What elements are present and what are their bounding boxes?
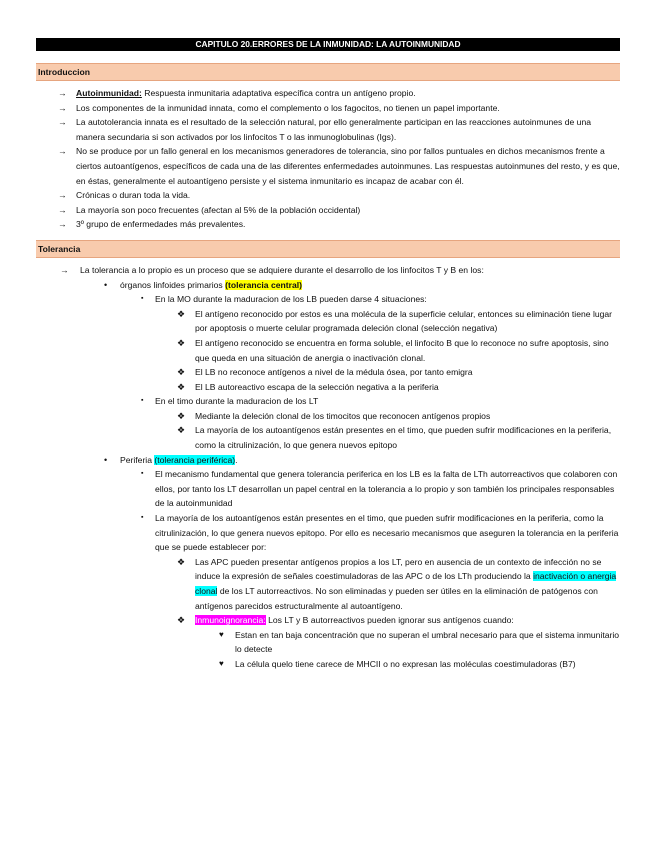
mo-situation-item: [36, 365, 620, 380]
diamond-icon: ❖: [177, 425, 186, 436]
condition-item: [36, 628, 620, 657]
mo-item: [36, 292, 620, 394]
document-page: [36, 38, 620, 672]
intro-item: [36, 203, 620, 218]
dot-icon: •: [104, 279, 108, 290]
tolerancia-intro-item: [36, 263, 620, 672]
apc-text-after: de los LT autorreactivos. No son eliminadas y pueden ser útiles en la eliminación de patógenos con antígenos parecidos estructuralmente al autoantígeno.: [195, 586, 598, 611]
intro-item-text: 3º grupo de enfermedades más prevalentes.: [76, 219, 246, 230]
mo-situation-item: [36, 336, 620, 365]
arrow-icon: →: [58, 204, 67, 215]
mayoria-item: [36, 511, 620, 672]
intro-item: [36, 188, 620, 203]
timo-list-text: Mediante la deleción clonal de los timocitos que reconocen antígenos propios: [195, 410, 491, 421]
highlight-tolerancia-central: (tolerancia central): [225, 279, 302, 290]
central-text: órganos linfoides primarios: [120, 279, 226, 290]
mo-situation-text: El LB autoreactivo escapa de la selección negativa a la periferia: [195, 381, 439, 392]
timo-list: [155, 409, 620, 453]
chapter-title: CAPITULO 20.ERRORES DE LA INMUNIDAD: LA AUTOINMUNIDAD: [36, 38, 620, 51]
diamond-icon: ❖: [177, 367, 186, 378]
mo-situations: [155, 307, 620, 395]
intro-item: [36, 217, 620, 232]
timo-list-text: La mayoría de los autoantígenos están presentes en el timo, que pueden sufrir modificaciones en la periferia, como la citrulinización, lo que genera nuevos epitopo: [195, 425, 612, 451]
square-icon: ▪: [141, 397, 144, 405]
arrow-icon: →: [60, 264, 69, 275]
condition-text: La célula quelo tiene carece de MHCII o no expresan las moléculas coestimuladoras (B7): [235, 658, 576, 669]
intro-item: [36, 86, 620, 101]
heart-icon: ♥: [219, 629, 224, 639]
mo-text: En la MO durante la maduracion de los LB pueden darse 4 situaciones:: [155, 294, 427, 305]
diamond-icon: ❖: [177, 308, 186, 319]
periferia-after: .: [235, 454, 238, 465]
timo-item: [36, 394, 620, 452]
mo-situation-text: El antígeno reconocido por estos es una molécula de la superficie celular, entonces su eliminación tiene lugar por apoptosis o muerte celular programada deleción clonal (selección negativa): [195, 308, 613, 334]
mayoria-text: La mayoría de los autoantígenos están presentes en el timo, que pueden sufrir modificaciones en la periferia, como la citrulinización, lo que genera nuevos epitopo. Por ello es necesario mecanismos que aseguren la tolerancia en la periferia que se puede establecer por:: [155, 513, 619, 553]
apc-item: [36, 555, 620, 613]
diamond-icon: ❖: [177, 556, 186, 567]
arrow-icon: →: [58, 146, 67, 157]
periferia-item: [36, 453, 620, 672]
arrow-icon: →: [58, 219, 67, 230]
diamond-icon: ❖: [177, 615, 186, 626]
intro-item-text: Crónicas o duran toda la vida.: [76, 190, 191, 201]
arrow-icon: →: [58, 88, 67, 98]
intro-list: [36, 86, 620, 232]
square-icon: ▪: [141, 295, 144, 303]
highlight-inmunoignorancia: Inmunoignorancia:: [195, 615, 266, 626]
periferia-mechanisms: [155, 555, 620, 672]
square-icon: ▪: [141, 470, 144, 478]
intro-item: [36, 144, 620, 188]
tolerancia-list: [36, 263, 620, 672]
periferia-list: [120, 467, 620, 671]
mecanismo-text: El mecanismo fundamental que genera tolerancia periferica en los LB es la falta de LTh autorreactivos que colaboren con ellos, por tanto los LT desarrollan un papel central en la tolerancia a lo propio y son también los principales responsables de la autoinmunidad: [155, 469, 618, 509]
tolerancia-intro-text: La tolerancia a lo propio es un proceso que se adquiere durante el desarrollo de los linfocitos T y B en los:: [80, 264, 484, 275]
mo-situation-item: [36, 380, 620, 395]
apc-text-before: Las APC pueden presentar antígenos propios a los LT, pero en ausencia de un contexto de infección no se induce la expresión de señales coestimuladoras de las APC o de los LTh produciendo la: [195, 556, 602, 582]
condition-item: [36, 657, 620, 672]
dot-icon: •: [104, 454, 108, 465]
section-heading-tolerancia: Tolerancia: [36, 240, 620, 258]
intro-item: [36, 115, 620, 144]
central-list: [120, 292, 620, 453]
intro-item-text: No se produce por un fallo general en los mecanismos generadores de tolerancia, sino por fallos puntuales en dichos mecanismos frente a ciertos autoantígenos, específicos de cada una de las diferentes enfermedades autoinmunes. Las respuestas autoinmunes del resto, y es que, en éstas, generalmente el autoantígeno persiste y el sistema inmunitario es incapaz de acabar con él.: [76, 146, 620, 186]
arrow-icon: →: [58, 102, 67, 113]
arrow-icon: →: [58, 190, 67, 201]
mo-situation-text: El antígeno reconocido se encuentra en forma soluble, el linfocito B que lo reconoce no sufre apoptosis, sino que queda en una situación de anergia o inactivación clonal.: [195, 337, 609, 363]
diamond-icon: ❖: [177, 337, 186, 348]
intro-item-text: La autotolerancia innata es el resultado de la selección natural, por ello generalmente participan en las reacciones autoinmunes de una manera secundaria si son activados por los linfocitos T o las inmunoglobulinas (Igs).: [76, 117, 592, 142]
timo-text: En el timo durante la maduracion de los LT: [155, 396, 319, 407]
tolerancia-types: [80, 278, 620, 672]
section-heading-introduccion: Introduccion: [36, 63, 620, 81]
mecanismo-item: [36, 467, 620, 511]
highlight-tolerancia-periferica: (tolerancia periférica): [154, 454, 236, 465]
heart-icon: ♥: [219, 658, 224, 668]
mo-situation-text: El LB no reconoce antígenos a nivel de la médula ósea, por tanto emigra: [195, 367, 473, 378]
intro-item-text: La mayoría son poco frecuentes (afectan al 5% de la población occidental): [76, 204, 361, 215]
periferia-text: Periferia: [120, 454, 155, 465]
arrow-icon: →: [58, 117, 67, 128]
inmunoignorancia-conditions: [195, 628, 620, 672]
intro-item-text: Los componentes de la inmunidad innata, como el complemento o los fagocitos, no tienen un papel importante.: [76, 102, 500, 113]
intro-item-text: Respuesta inmunitaria adaptativa específica contra un antígeno propio.: [141, 88, 416, 98]
highlight-anergia-clonal: inactivación o anergia clonal: [195, 571, 617, 596]
term-autoinmunidad: Autoinmunidad:: [76, 88, 142, 98]
intro-item: [36, 101, 620, 116]
central-item: [36, 278, 620, 453]
mo-situation-item: [36, 307, 620, 336]
timo-list-item: [36, 409, 620, 424]
diamond-icon: ❖: [177, 381, 186, 392]
diamond-icon: ❖: [177, 410, 186, 421]
inmunoignorancia-text: Los LT y B autorreactivos pueden ignorar sus antígenos cuando:: [265, 615, 514, 626]
inmunoignorancia-item: [36, 613, 620, 671]
timo-list-item: [36, 423, 620, 452]
square-icon: ▪: [141, 514, 144, 522]
condition-text: Estan en tan baja concentración que no superan el umbral necesario para que el sistema inmunitario lo detecte: [235, 629, 620, 655]
